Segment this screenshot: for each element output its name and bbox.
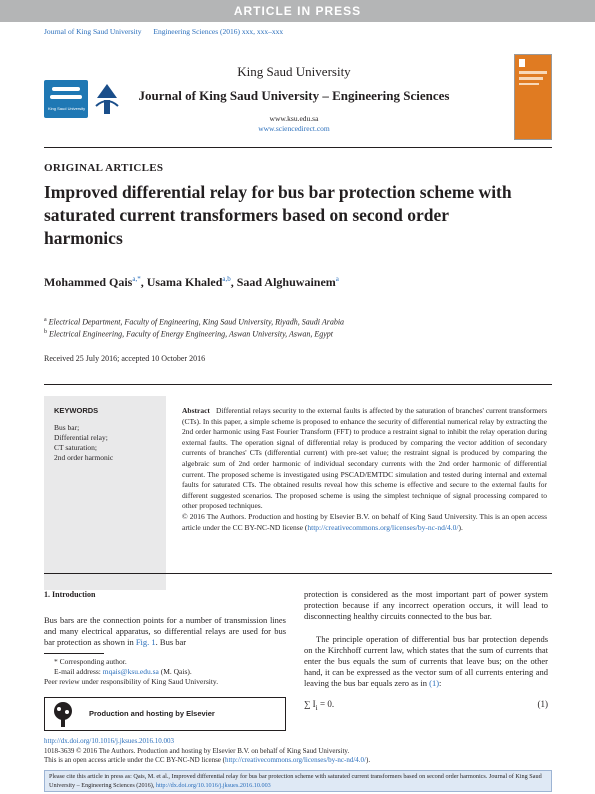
keyword: 2nd order harmonic [54,453,114,462]
journal-cover-thumbnail [514,54,552,140]
volume-link[interactable]: Engineering Sciences (2016) xxx, xxx–xxx [153,27,284,36]
journal-title: Journal of King Saud University – Engineering Sciences [138,88,450,103]
sciencedirect-link[interactable]: www.sciencedirect.com [258,124,330,133]
equation-ref-link[interactable]: (1) [429,678,440,688]
keyword: CT saturation; [54,443,97,452]
email-link[interactable]: mqais@ksu.edu.sa [102,667,159,676]
received-dates: Received 25 July 2016; accepted 10 October 2016 [44,354,206,363]
citation-box: Please cite this article in press as: Qais, M. et al., Improved differential relay for bus bar protection scheme with saturated current transformers based on second order harmonics. Journal of King Saud University – Engineering Sciences (2016), http://dx.doi.org/10.1016/j.jksues.2016.10.003 [44,770,552,792]
author-affil-mark[interactable]: a,* [132,275,141,283]
license-link[interactable]: http://creativecommons.org/licenses/by-nc-nd/4.0/ [307,522,459,532]
citation-doi-link[interactable]: http://dx.doi.org/10.1016/j.jksues.2016.10.003 [155,781,271,789]
masthead [44,54,552,148]
figure-ref-link[interactable]: Fig. 1 [135,637,156,647]
article-title: Improved differential relay for bus bar protection scheme with saturated current transformers based on second order harmonics [44,182,512,248]
abstract-label: Abstract [182,406,210,415]
corresponding-author-note: * Corresponding author. [54,657,127,666]
doi-block: http://dx.doi.org/10.1016/j.jksues.2016.10.003 1018-3639 © 2016 The Authors. Production and hosting by Elsevier B.V. on behalf of King Saud University. This is an open access article under the CC BY-NC-ND license (http://creativecommons.org/licenses/by-nc-nd/4.0/). [44,737,371,764]
publisher-box [44,697,286,731]
intro-paragraph-right-2: The principle operation of differential bus bar protection depends on the Kirchhoff current law, which states that the sum of currents that enter the bus equals the sum of currents that leave bus; on the other hand, it can be expressed as the vector sum of all currents entering and leaving the bus bar equals zero as in (1): [304,634,548,688]
equation-1: ∑ $I_i = 0$. (1) [304,699,548,712]
author-name[interactable]: Usama Khaled [146,275,223,289]
intro-paragraph-right: protection is considered as the most important part of power system protection because if any incorrect operation occurs, it will lead to disconnecting healthy circuits connected to the bus bar. [304,589,548,621]
university-name: King Saud University [237,64,351,79]
elsevier-tree-icon [49,701,77,729]
footnote-rule [44,653,104,654]
journal-link[interactable]: Journal of King Saud University [44,27,142,36]
logo-text: King Saud University [48,106,86,111]
intro-heading: 1. Introduction [44,590,96,599]
equation-number: (1) [537,699,548,709]
abstract: Abstract Differential relays security to the external faults is affected by the saturation of branches' current transformers (CTs). In this paper, a simple scheme is proposed to enhance the security of differential numerical relay by extracting the 2nd order harmonic using Fast Fourier Transform (FFT) to produce a restraint signal to inhibit the relay operation during external faults. The operation signal of differential relay is produced by comparing the vector addition of secondary currents of branches' CTs (differential current) with pre-set value; the restraint signal is produced by comparing the algebraic sum of 2nd order harmonic of individual secondary currents with the 2nd order harmonic of differential current. The proposed scheme is investigated using PSCAD/EMTDC simulation and tested during internal and external faults for saturated CTs. The obtained results reveal how this scheme is effective and secure to the external faults for different suggested scenarios. The proposed scheme is using the simplest technique of signal processing compared to other proposed techniques. © 2016 The Authors. Production and hosting by Elsevier B.V. on behalf of King Saud University. This is an open access article under the CC BY-NC-ND license (http://creativecommons.org/licenses/by-nc-nd/4.0/). [182,406,548,532]
section-label: ORIGINAL ARTICLES [44,162,164,174]
keywords-box [44,396,166,590]
journal-reference [44,27,293,36]
abstract-text: Differential relays security to the external faults is affected by the saturation of branches' current transformers (CTs). In this paper, a simple scheme is proposed to enhance the security of differential numerical relay by extracting the 2nd order harmonic using Fast Fourier Transform (FFT) to produce a restraint signal to inhibit the relay operation during external faults. The operation signal of differential relay is produced by comparing the vector addition of secondary currents of branches' CTs (differential current) with pre-set value; the restraint signal is produced by comparing the algebraic sum of 2nd order harmonic of individual secondary currents with the 2nd order harmonic of differential current. The proposed scheme is investigated using PSCAD/EMTDC simulation and tested during internal and external faults for saturated CTs. The obtained results reveal how this scheme is effective and secure to the external faults for different suggested scenarios. The proposed scheme is using the simplest technique of signal processing compared to other proposed techniques. [182,406,548,511]
abstract-copyright: © 2016 The Authors. Production and hosting by Elsevier B.V. on behalf of King Saud University. This is an open access article under the CC BY-NC-ND license ( [182,511,547,532]
email-note: E-mail address: mqais@ksu.edu.sa (M. Qais). [54,667,192,676]
doi-link[interactable]: http://dx.doi.org/10.1016/j.jksues.2016.10.003 [44,737,174,745]
license-link[interactable]: http://creativecommons.org/licenses/by-nc-nd/4.0/ [224,756,366,764]
affiliation: $^a$ Electrical Department, Faculty of Engineering, King Saud University, Riyadh, Saudi Arabia [44,317,345,327]
affiliation: $^b$ Electrical Engineering, Faculty of Energy Engineering, Aswan University, Aswan, Egypt [44,329,334,339]
keyword: Differential relay; [54,433,108,442]
intro-paragraph: Bus bars are the connection points for a number of transmission lines and many electrical apparatus, so differential relays are used for bus bar protection as shown in Fig. 1. Bus bar [44,615,286,647]
author-affil-mark[interactable]: a [335,275,339,283]
divider [44,573,552,574]
keywords-heading: KEYWORDS [54,406,99,415]
divider [44,384,552,385]
author-affil-mark[interactable]: a,b [222,275,231,283]
university-logo [44,80,122,118]
peer-review-note: Peer review under responsibility of King Saud University. [44,677,219,686]
university-website[interactable]: www.ksu.edu.sa [269,114,319,123]
author-name[interactable]: Mohammed Qais [44,275,133,289]
author-name[interactable]: Saad Alghuwainem [236,275,336,289]
publisher-text: Production and hosting by Elsevier [89,709,215,718]
ksu-emblem-icon [92,82,122,116]
keyword: Bus bar; [54,423,80,432]
article-in-press-banner: ARTICLE IN PRESS [0,0,595,22]
ksu-logo-mark [44,80,88,118]
author-list: Mohammed Qais$^{a,*}$, Usama Khaled$^{a,b}$, Saad Alghuwainem$^a$ [44,275,339,289]
